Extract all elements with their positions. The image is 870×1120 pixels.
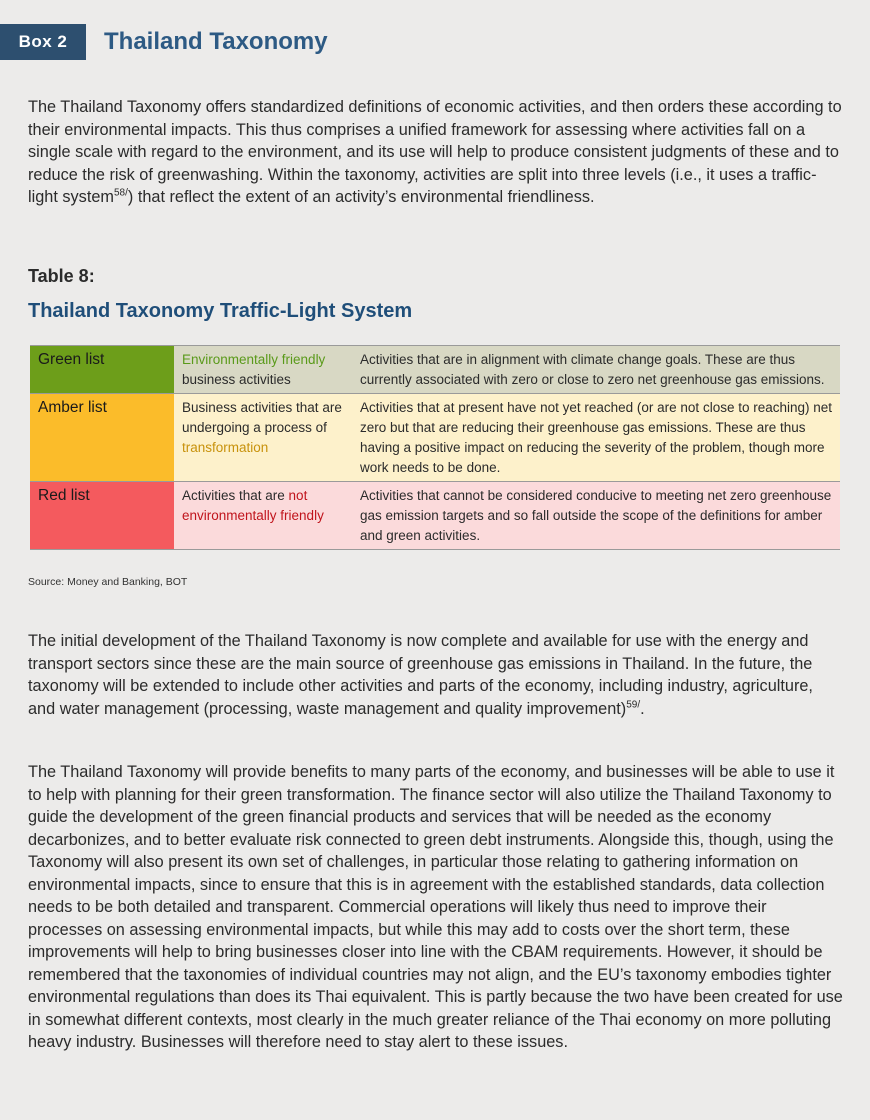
desc-pre: Business activities that are undergoing a process of — [182, 400, 342, 435]
level-cell-red: Red list — [30, 482, 174, 550]
desc-highlight-amber: transformation — [182, 440, 269, 455]
box-header — [0, 24, 328, 60]
para2-text: The initial development of the Thailand Taxonomy is now complete and available for use with the energy and transport sectors since these are the main source of greenhouse gas emissions in Thailand. In the future, the taxonomy will be extended to include other activities and parts of the economy, including industry, agriculture, and water management (processing, waste management and quality improvement) — [28, 632, 813, 718]
desc-pre: Activities that are — [182, 488, 289, 503]
desc-cell-red — [174, 482, 352, 550]
intro-paragraph — [28, 96, 844, 209]
desc-highlight-green: Environmentally friendly — [182, 352, 326, 367]
box-tag: Box 2 — [0, 24, 86, 60]
desc-highlight-red: not environmentally friendly — [182, 488, 324, 523]
table-label: Table 8: — [28, 266, 95, 286]
intro-text-b: ) that reflect the extent of an activity’s environmental friendliness. — [127, 188, 595, 206]
footnote-58: 58/ — [113, 187, 128, 199]
desc-cell-green — [174, 346, 352, 394]
traffic-light-table — [30, 345, 840, 550]
intro-text-a: The Thailand Taxonomy offers standardized definitions of economic activities, and then orders these according to their environmental impacts. This thus comprises a unified framework for assessing where activities fall on a single scale with regard to the environment, and its use will help to produce consistent judgments of these and to reduce the risk of greenwashing. Within the taxonomy, activities are split into three levels (i.e., it uses a traffic-light system — [28, 98, 842, 206]
desc-cell-amber — [174, 394, 352, 482]
para2-text-end: . — [640, 699, 645, 718]
paragraph-2 — [28, 630, 844, 720]
box-title: Thailand Taxonomy — [104, 28, 328, 55]
table-row-green — [30, 346, 840, 394]
detail-cell-red: Activities that cannot be considered conducive to meeting net zero greenhouse gas emission targets and so fall outside the scope of the definitions for amber and green activities. — [352, 482, 840, 550]
level-cell-amber: Amber list — [30, 394, 174, 482]
level-cell-green: Green list — [30, 346, 174, 394]
table-title: Thailand Taxonomy Traffic-Light System — [28, 300, 413, 322]
paragraph-3: The Thailand Taxonomy will provide benefits to many parts of the economy, and businesses will be able to use it to help with planning for their green transformation. The finance sector will also utilize the Thailand Taxonomy to guide the development of the green financial products and services that will be needed as the economy decarbonizes, and to better evaluate risk connected to green debt instruments. Alongside this, though, using the Taxonomy will also present its own set of challenges, in particular those relating to gathering information on environmental impacts, since to ensure that this is in agreement with the established standards, data collection needs to be both detailed and transparent. Commercial operations will likely thus need to improve their processes on assessing environmental impacts, but while this may add to costs over the short term, these improvements will help to bring businesses closer into line with the CBAM requirements. However, it should be remembered that the taxonomies of individual countries may not align, and the EU’s taxonomy embodies tighter environmental regulations than does its Thai equivalent. This is partly because the two have been created for use in somewhat different contexts, most clearly in the much greater reliance of the Thai economy on more polluting heavy industry. Businesses will therefore need to stay alert to these issues. — [28, 763, 843, 1051]
table-source: Source: Money and Banking, BOT — [28, 576, 188, 588]
table-row-red — [30, 482, 840, 550]
table-row-amber — [30, 394, 840, 482]
detail-cell-amber: Activities that at present have not yet reached (or are not close to reaching) net zero but that are reducing their greenhouse gas emissions. These are thus having a positive impact on reducing the severity of the problem, though more work needs to be done. — [352, 394, 840, 482]
footnote-59: 59/ — [626, 699, 641, 711]
detail-cell-green: Activities that are in alignment with climate change goals. These are thus currently associated with zero or close to zero net greenhouse gas emissions. — [352, 346, 840, 394]
desc-post: business activities — [182, 372, 291, 387]
